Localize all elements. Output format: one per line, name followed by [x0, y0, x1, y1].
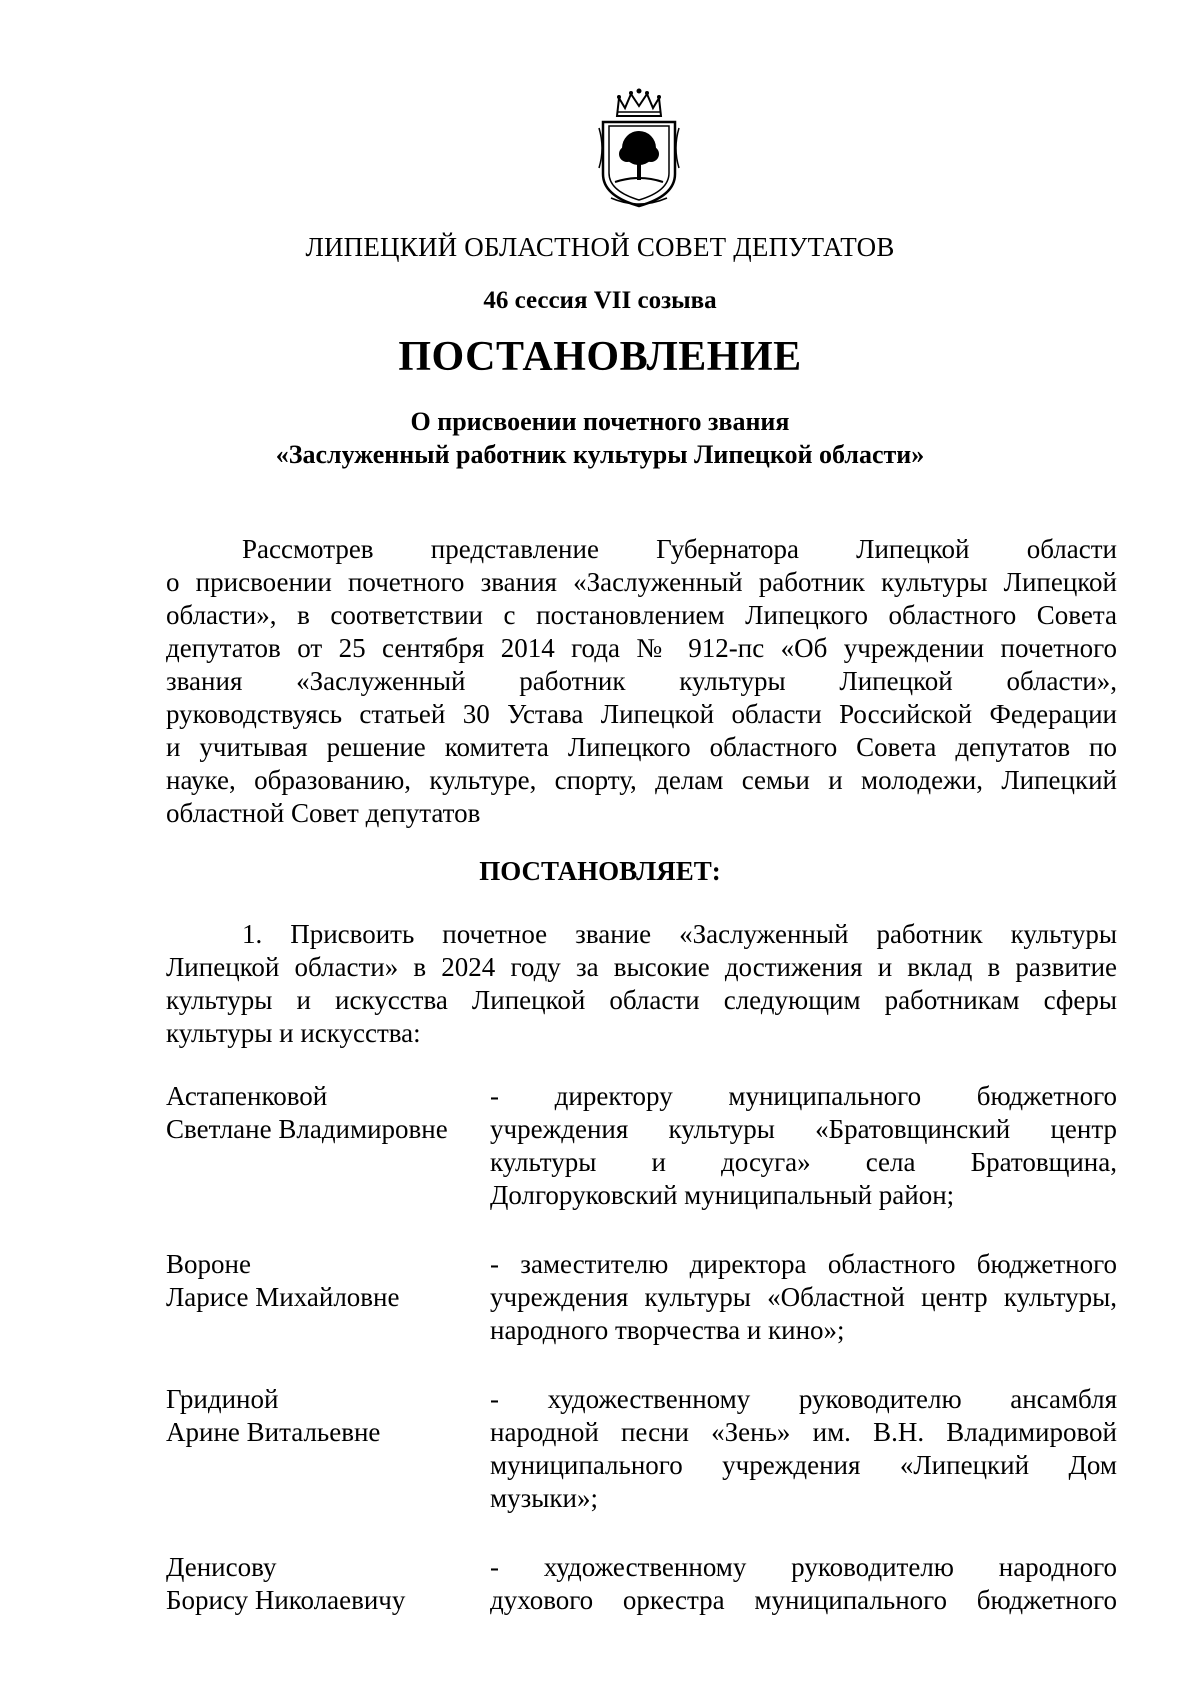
recipient-position: [490, 1080, 1117, 1212]
subject-line: «Заслуженный работник культуры Липецкой области»: [275, 440, 925, 469]
document-subject: [0, 405, 1200, 471]
text-line: звания «Заслуженный работник культуры Липецкой области»,: [166, 666, 1117, 696]
position-line: - заместителю директора областного бюджетного: [490, 1249, 1117, 1279]
recipient-position: [490, 1248, 1117, 1347]
position-line: муниципального учреждения «Липецкий Дом: [490, 1450, 1117, 1480]
text-line: культуры и искусства:: [166, 1018, 421, 1048]
text-line: депутатов от 25 сентября 2014 года № 912-пс «Об учреждении почетного: [166, 633, 1117, 663]
position-line: народной песни «Зень» им. В.Н. Владимировой: [490, 1417, 1117, 1447]
coat-of-arms-icon: [597, 88, 681, 210]
position-line: учреждения культуры «Братовщинский центр: [490, 1114, 1117, 1144]
name-line: Арине Витальевне: [166, 1417, 381, 1447]
recipient-name: [166, 1080, 486, 1146]
recipient-position: [490, 1551, 1117, 1617]
recipient-name: [166, 1551, 486, 1617]
text-line: Рассмотрев представление Губернатора Липецкой области: [242, 534, 1117, 564]
position-line: Долгоруковский муниципальный район;: [490, 1180, 955, 1210]
item-1-paragraph: [166, 918, 1117, 1050]
name-line: Гридиной: [166, 1384, 279, 1414]
position-line: - художественному руководителю ансамбля: [490, 1384, 1117, 1414]
organization-name: ЛИПЕЦКИЙ ОБЛАСТНОЙ СОВЕТ ДЕПУТАТОВ: [305, 232, 895, 262]
position-line: культуры и досуга» села Братовщина,: [490, 1147, 1117, 1177]
name-line: Денисову: [166, 1552, 277, 1582]
text-line: руководствуясь статьей 30 Устава Липецкой области Российской Федерации: [166, 699, 1117, 729]
text-line: о присвоении почетного звания «Заслуженный работник культуры Липецкой: [166, 567, 1117, 597]
preamble-paragraph: [166, 533, 1117, 830]
position-line: музыки»;: [490, 1483, 598, 1513]
text-line: и учитывая решение комитета Липецкого областного Совета депутатов по: [166, 732, 1117, 762]
session-info: 46 сессия VII созыва: [483, 287, 717, 314]
position-line: - директору муниципального бюджетного: [490, 1081, 1117, 1111]
recipient-position: [490, 1383, 1117, 1515]
text-line: Липецкой области» в 2024 году за высокие достижения и вклад в развитие: [166, 952, 1117, 982]
recipient-name: [166, 1248, 486, 1314]
text-line: области», в соответствии с постановлением Липецкого областного Совета: [166, 600, 1117, 630]
name-line: Борису Николаевичу: [166, 1585, 406, 1615]
name-line: Астапенковой: [166, 1081, 328, 1111]
text-line: областной Совет депутатов: [166, 798, 481, 828]
position-line: - художественному руководителю народного: [490, 1552, 1117, 1582]
text-line: культуры и искусства Липецкой области следующим работникам сферы: [166, 985, 1117, 1015]
name-line: Светлане Владимировне: [166, 1114, 448, 1144]
name-line: Вороне: [166, 1249, 251, 1279]
decree-heading: ПОСТАНОВЛЯЕТ:: [479, 856, 721, 886]
text-line: 1. Присвоить почетное звание «Заслуженный работник культуры: [242, 919, 1117, 949]
text-line: науке, образованию, культуре, спорту, делам семьи и молодежи, Липецкий: [166, 765, 1117, 795]
name-line: Ларисе Михайловне: [166, 1282, 400, 1312]
position-line: учреждения культуры «Областной центр культуры,: [490, 1282, 1117, 1312]
document-type-title: ПОСТАНОВЛЕНИЕ: [398, 334, 802, 380]
subject-line: О присвоении почетного звания: [410, 407, 790, 436]
position-line: народного творчества и кино»;: [490, 1315, 845, 1345]
position-line: духового оркестра муниципального бюджетного: [490, 1585, 1117, 1615]
recipient-name: [166, 1383, 486, 1449]
